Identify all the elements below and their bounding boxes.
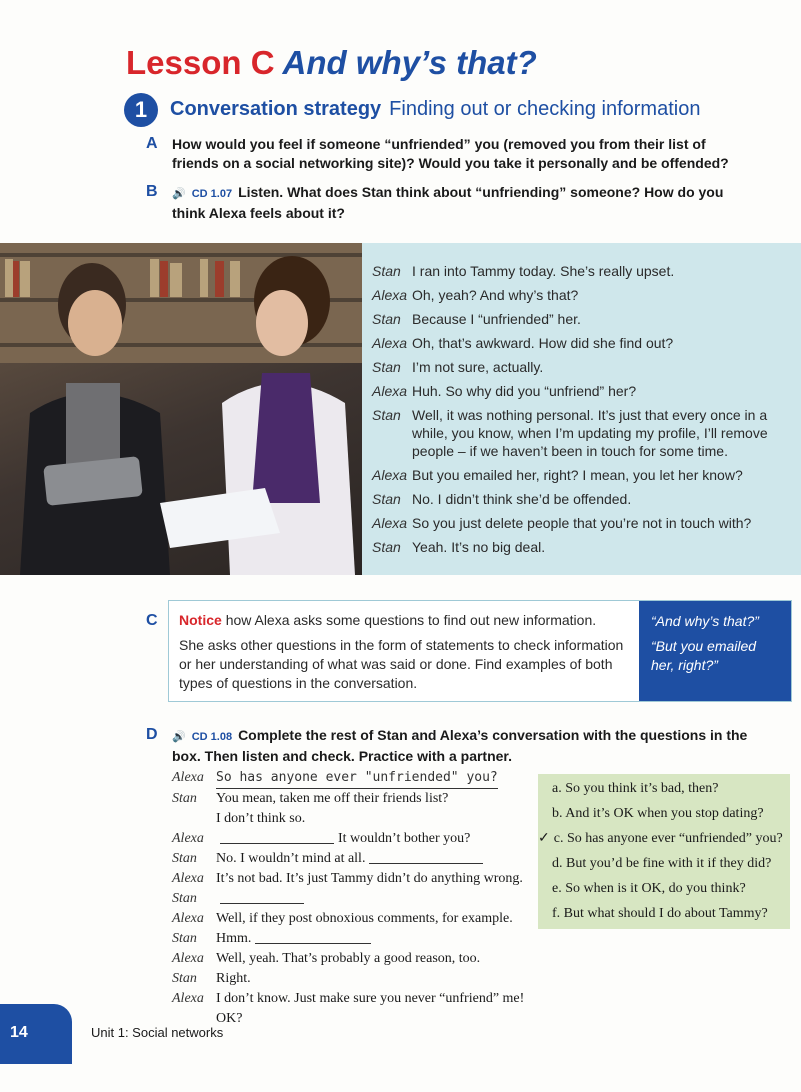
practice-line <box>172 909 552 929</box>
notice-line1: how Alexa asks some questions to find out new information. <box>225 612 597 628</box>
section-title-topic: Finding out or checking information <box>389 98 701 120</box>
practice-line <box>172 889 552 909</box>
dialogue-line <box>372 538 792 556</box>
practice-conversation <box>172 768 552 1029</box>
section-number-badge: 1 <box>124 93 158 127</box>
practice-text: Well, if they post obnoxious comments, for example. <box>216 911 513 926</box>
dialogue-line <box>372 358 792 376</box>
part-b-text: Listen. What does Stan think about “unfriending” someone? How do you think Alexa feels about it? <box>172 184 724 221</box>
practice-text: I don’t know. Just make sure you never “unfriend” me! OK? <box>216 991 525 1026</box>
part-b-question <box>172 183 742 223</box>
dialogue-line <box>372 262 792 280</box>
speaker-name: Stan <box>372 491 401 507</box>
lesson-label: Lesson C <box>126 44 275 81</box>
dialogue-text: Because I “unfriended” her. <box>412 311 581 327</box>
option-text: f. But what should I do about Tammy? <box>552 906 768 921</box>
speaker-name: Stan <box>172 851 197 866</box>
question-option <box>538 851 790 876</box>
part-d-text: Complete the rest of Stan and Alexa’s conversation with the questions in the box. Then listen and check. Practice with a partner. <box>172 727 748 764</box>
speaker-name: Alexa <box>372 467 408 483</box>
practice-line <box>172 969 552 989</box>
practice-line <box>172 809 552 829</box>
question-option <box>538 776 790 801</box>
practice-text: It’s not bad. It’s just Tammy didn’t do anything wrong. <box>216 871 523 886</box>
part-b-cd-track: CD 1.07 <box>191 188 233 200</box>
dialogue-text: Yeah. It’s no big deal. <box>412 539 546 555</box>
photo-illustration <box>0 243 362 575</box>
answer-blank[interactable] <box>220 829 334 844</box>
notice-examples <box>639 601 791 701</box>
part-c-letter: C <box>146 612 158 629</box>
dialogue-text: Oh, yeah? And why’s that? <box>412 287 579 303</box>
notice-body: She asks other questions in the form of statements to check information or her understanding of what was said or done. Find examples of both types of questions in the conversation. <box>179 637 624 691</box>
speaker-name: Alexa <box>372 383 408 399</box>
option-text: a. So you think it’s bad, then? <box>552 781 719 796</box>
dialogue-text: So you just delete people that you’re not in touch with? <box>412 515 752 531</box>
practice-line <box>172 949 552 969</box>
speaker-name: Alexa <box>172 991 204 1006</box>
practice-line <box>172 929 552 949</box>
speaker-name: Alexa <box>172 951 204 966</box>
handwritten-answer: So has anyone ever "unfriended" you? <box>216 768 498 789</box>
practice-text: Hmm. <box>216 931 252 946</box>
speaker-name: Stan <box>172 931 197 946</box>
speaker-name: Stan <box>372 263 401 279</box>
question-option <box>538 826 790 851</box>
dialogue-line <box>372 466 792 484</box>
practice-line <box>172 789 552 809</box>
notice-keyword: Notice <box>179 612 222 628</box>
speaker-name: Stan <box>172 891 197 906</box>
practice-text: You mean, taken me off their friends list? <box>216 791 449 806</box>
question-option <box>538 876 790 901</box>
audio-icon[interactable]: 🔊 <box>172 731 186 743</box>
speaker-name: Alexa <box>372 335 408 351</box>
dialogue-line <box>372 406 792 460</box>
practice-line <box>172 849 552 869</box>
option-text: d. But you’d be fine with it if they did? <box>552 856 772 871</box>
practice-line <box>172 989 552 1029</box>
dialogue <box>372 262 792 562</box>
speaker-name: Stan <box>372 359 401 375</box>
conversation-photo <box>0 243 362 575</box>
practice-text: I don’t think so. <box>216 811 306 826</box>
answer-blank[interactable] <box>220 889 304 904</box>
speaker-name <box>172 809 216 829</box>
part-d-letter: D <box>146 726 158 743</box>
section-title <box>170 98 700 121</box>
unit-footer: Unit 1: Social networks <box>91 1025 224 1040</box>
practice-line <box>172 869 552 889</box>
dialogue-text: But you emailed her, right? I mean, you let her know? <box>412 467 743 483</box>
section-title-strategy: Conversation strategy <box>170 98 382 120</box>
speaker-name: Stan <box>172 791 197 806</box>
option-text: b. And it’s OK when you stop dating? <box>552 806 764 821</box>
page-number: 14 <box>10 1024 28 1041</box>
example-question-1: “And why’s that?” <box>651 613 759 629</box>
practice-line <box>172 829 552 849</box>
dialogue-line <box>372 382 792 400</box>
question-option <box>538 901 790 926</box>
question-options-box <box>538 774 790 929</box>
speaker-name: Alexa <box>172 831 204 846</box>
dialogue-text: Huh. So why did you “unfriend” her? <box>412 383 637 399</box>
speaker-name: Alexa <box>372 287 408 303</box>
speaker-name: Alexa <box>172 871 204 886</box>
dialogue-line <box>372 490 792 508</box>
speaker-name: Stan <box>172 971 197 986</box>
audio-icon[interactable]: 🔊 <box>172 188 186 200</box>
option-text: e. So when is it OK, do you think? <box>552 881 746 896</box>
answer-blank[interactable] <box>369 849 483 864</box>
practice-text: Right. <box>216 971 251 986</box>
practice-text: Well, yeah. That’s probably a good reason, too. <box>216 951 481 966</box>
dialogue-text: I ran into Tammy today. She’s really upset. <box>412 263 675 279</box>
practice-text: It wouldn’t bother you? <box>338 831 471 846</box>
practice-text: No. I wouldn’t mind at all. <box>216 851 366 866</box>
speaker-name: Stan <box>372 311 401 327</box>
part-d-cd-track: CD 1.08 <box>191 731 233 743</box>
dialogue-text: I’m not sure, actually. <box>412 359 544 375</box>
notice-text <box>179 611 629 693</box>
dialogue-text: No. I didn’t think she’d be offended. <box>412 491 632 507</box>
dialogue-text: Oh, that’s awkward. How did she find out? <box>412 335 674 351</box>
notice-box <box>168 600 792 702</box>
part-d-instruction <box>172 726 752 766</box>
speaker-name: Stan <box>372 539 401 555</box>
speaker-name: Alexa <box>172 911 204 926</box>
speaker-name: Alexa <box>372 515 408 531</box>
option-text: c. So has anyone ever “unfriended” you? <box>553 831 783 846</box>
lesson-title <box>126 44 537 82</box>
lesson-subtitle: And why’s that? <box>282 44 537 81</box>
part-a-question: How would you feel if someone “unfriended” you (removed you from their list of friends on a social networking site)? Would you take it personally and be offended? <box>172 136 729 171</box>
answer-blank[interactable] <box>255 929 371 944</box>
practice-line <box>172 768 552 789</box>
dialogue-line <box>372 334 792 352</box>
dialogue-line <box>372 310 792 328</box>
dialogue-text: Well, it was nothing personal. It’s just that every once in a while, you know, when I’m updating my profile, I’ll remove people – if we haven’t been in touch for some time. <box>412 407 768 459</box>
part-a-letter: A <box>146 135 158 152</box>
speaker-name: Stan <box>372 407 401 423</box>
check-icon: ✓ <box>538 831 550 846</box>
dialogue-line <box>372 286 792 304</box>
example-question-2: “But you emailed her, right?” <box>651 638 757 673</box>
speaker-name: Alexa <box>172 770 204 785</box>
question-option <box>538 801 790 826</box>
part-b-letter: B <box>146 183 158 200</box>
dialogue-line <box>372 514 792 532</box>
